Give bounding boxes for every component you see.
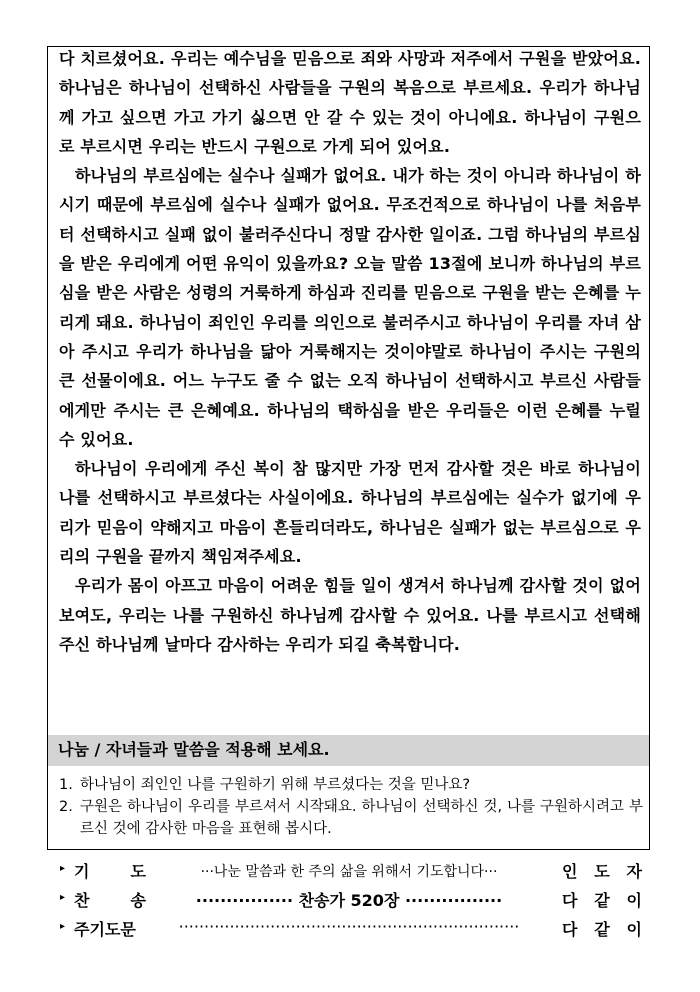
order-name-char: 기 <box>89 920 105 939</box>
order-name-char: 찬 <box>74 891 90 910</box>
order-name-char: 도 <box>130 862 146 881</box>
order-name <box>74 888 146 911</box>
order-leader-char: 다 <box>562 920 578 939</box>
share-title: 나눔 / 자녀들과 말씀을 적용해 보세요. <box>58 740 330 759</box>
order-leader-char: 이 <box>626 920 642 939</box>
triangle-bullet-icon: ▸ <box>60 892 66 903</box>
order-leader-char: 같 <box>594 891 610 910</box>
order-leader-char: 같 <box>594 920 610 939</box>
question-number: 1. <box>59 777 73 793</box>
order-description: ···나눈 말씀과 한 주의 삶을 위해서 기도합니다··· <box>200 864 498 880</box>
question-text: 구원은 하나님이 우리를 부르셔서 시작돼요. 하나님이 선택하신 것, 나를 구원하시려고 부르신 것에 감사한 마음을 표현해 봅시다. <box>80 799 643 837</box>
order-row-lords-prayer <box>60 916 642 942</box>
order-name-char: 송 <box>130 891 146 910</box>
order-description: ··································································· <box>178 917 520 936</box>
order-leader-char: 다 <box>562 891 578 910</box>
order-leader <box>562 917 642 940</box>
order-description: ················ 찬송가 520장 ················ <box>195 891 503 910</box>
order-name-char: 주 <box>74 920 90 939</box>
triangle-bullet-icon: ▸ <box>60 863 66 874</box>
sermon-body <box>59 44 641 659</box>
order-leader-char: 자 <box>626 862 642 881</box>
paragraph: 하나님의 부르심에는 실수나 실패가 없어요. 내가 하는 것이 아니라 하나님이 하시기 때문에 부르심에 실수나 실패가 없어요. 무조건적으로 하나님이 나를 처음부터 선택하시고 실패 없이 불러주신다니 정말 감사한 일이죠. 그럼 하나님의 부르심을 받은 우리에게 어떤 유익이 있을까요? 오늘 말씀 13절에 보니까 하나님의 부르심을 받은 사람은 성령의 거룩하게 하심과 진리를 믿음으로 구원을 받는 은혜를 누리게 돼요. 하나님이 죄인인 우리를 의인으로 불러주시고 하나님이 우리를 자녀 삼아 주시고 우리가 하나님을 닮아 거룩해지는 것이야말로 하나님이 주시는 구원의 큰 선물이에요. 어느 누구도 줄 수 없는 오직 하나님이 선택하시고 부르신 사람들에게만 주시는 큰 은혜예요. 하나님의 택하심을 받은 우리들은 이런 은혜를 누릴 수 있어요. <box>59 166 641 449</box>
triangle-bullet-icon: ▸ <box>60 921 66 932</box>
paragraph: 다 치르셨어요. 우리는 예수님을 믿음으로 죄와 사망과 저주에서 구원을 받았어요. 하나님은 하나님이 선택하신 사람들을 구원의 복음으로 부르세요. 우리가 하나님께 가고 싶으면 가고 가기 싫으면 안 갈 수 있는 것이 아니에요. 하나님이 구원으로 부르시면 우리는 반드시 구원으로 가게 되어 있어요. <box>59 49 641 156</box>
paragraph: 우리가 몸이 아프고 마음이 어려운 힘들 일이 생겨서 하나님께 감사할 것이 없어 보여도, 우리는 나를 구원하신 하나님께 감사할 수 있어요. 나를 부르시고 선택해주신 하나님께 날마다 감사하는 우리가 되길 축복합니다. <box>59 576 641 654</box>
order-row-prayer <box>60 858 642 884</box>
paragraph: 하나님이 우리에게 주신 복이 참 많지만 가장 먼저 감사할 것은 바로 하나님이 나를 선택하시고 부르셨다는 사실이에요. 하나님의 부르심에는 실수가 없기에 우리가 믿음이 약해지고 마음이 흔들리더라도, 하나님은 실패가 없는 부르심으로 우리의 구원을 끝까지 책임져주세요. <box>59 459 641 567</box>
order-leader <box>562 888 642 911</box>
order-row-hymn <box>60 887 642 913</box>
order-name <box>74 859 146 882</box>
order-leader <box>562 859 642 882</box>
order-leader-char: 이 <box>626 891 642 910</box>
order-name-char: 도 <box>104 920 121 939</box>
order-name-char: 문 <box>120 920 136 939</box>
order-name <box>74 917 146 940</box>
order-leader-char: 도 <box>594 862 610 881</box>
order-leader-char: 인 <box>562 862 578 881</box>
list-item <box>59 796 643 840</box>
list-item <box>59 774 643 796</box>
order-name-char: 기 <box>74 862 90 881</box>
question-text: 하나님이 죄인인 나를 구원하기 위해 부르셨다는 것을 믿나요? <box>80 777 471 793</box>
question-list <box>59 774 643 840</box>
question-number: 2. <box>59 799 73 815</box>
share-header <box>48 735 649 766</box>
